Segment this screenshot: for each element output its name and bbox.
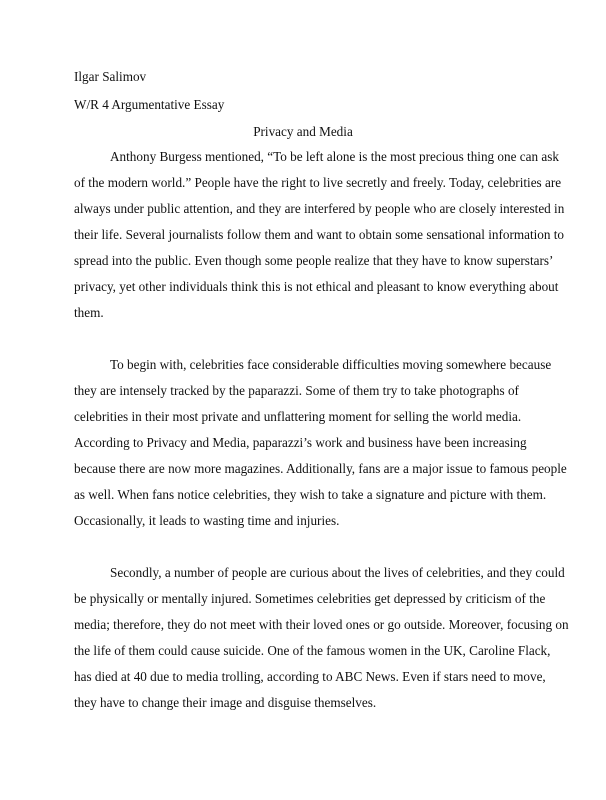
paragraph-line: be physically or mentally injured. Sometimes celebrities get depressed by criticism of the [74, 591, 546, 606]
course-line: W/R 4 Argumentative Essay [74, 97, 225, 112]
paragraph-3 [74, 560, 569, 716]
author-name: Ilgar Salimov [74, 69, 147, 84]
paragraph-line: media; therefore, they do not meet with their loved ones or go outside. Moreover, focusing on [74, 617, 569, 632]
paragraph-line: To begin with, celebrities face considerable difficulties moving somewhere because [110, 357, 552, 372]
paragraph-line: privacy, yet other individuals think this is not ethical and pleasant to know everything about [74, 279, 559, 294]
paragraph-line: has died at 40 due to media trolling, according to ABC News. Even if stars need to move, [74, 669, 546, 684]
paragraph-line: always under public attention, and they are interfered by people who are closely interested in [74, 201, 565, 216]
paragraph-line: of the modern world.” People have the right to live secretly and freely. Today, celebrities are [74, 175, 562, 190]
paragraph-line: their life. Several journalists follow them and want to obtain some sensational information to [74, 227, 565, 242]
paragraph-line: spread into the public. Even though some people realize that they have to know superstars’ [74, 253, 554, 268]
paragraph-line: Occasionally, it leads to wasting time and injuries. [74, 513, 340, 528]
paragraph-line: because there are now more magazines. Additionally, fans are a major issue to famous people [74, 461, 567, 476]
essay-title: Privacy and Media [253, 124, 353, 139]
paragraph-line: them. [74, 305, 104, 320]
paragraph-line: Anthony Burgess mentioned, “To be left alone is the most precious thing one can ask [110, 149, 559, 164]
paragraph-line: Secondly, a number of people are curious about the lives of celebrities, and they could [110, 565, 565, 580]
paragraph-line: According to Privacy and Media, paparazzi’s work and business have been increasing [74, 435, 527, 450]
paragraph-line: they are intensely tracked by the paparazzi. Some of them try to take photographs of [74, 383, 519, 398]
paragraph-2 [74, 352, 567, 534]
paragraph-line: celebrities in their most private and unflattering moment for selling the world media. [74, 409, 522, 424]
paragraph-1 [74, 144, 565, 326]
paragraph-line: as well. When fans notice celebrities, they wish to take a signature and picture with them. [74, 487, 547, 502]
paragraph-line: the life of them could cause suicide. One of the famous women in the UK, Caroline Flack, [74, 643, 551, 658]
paragraph-line: they have to change their image and disguise themselves. [74, 695, 377, 710]
